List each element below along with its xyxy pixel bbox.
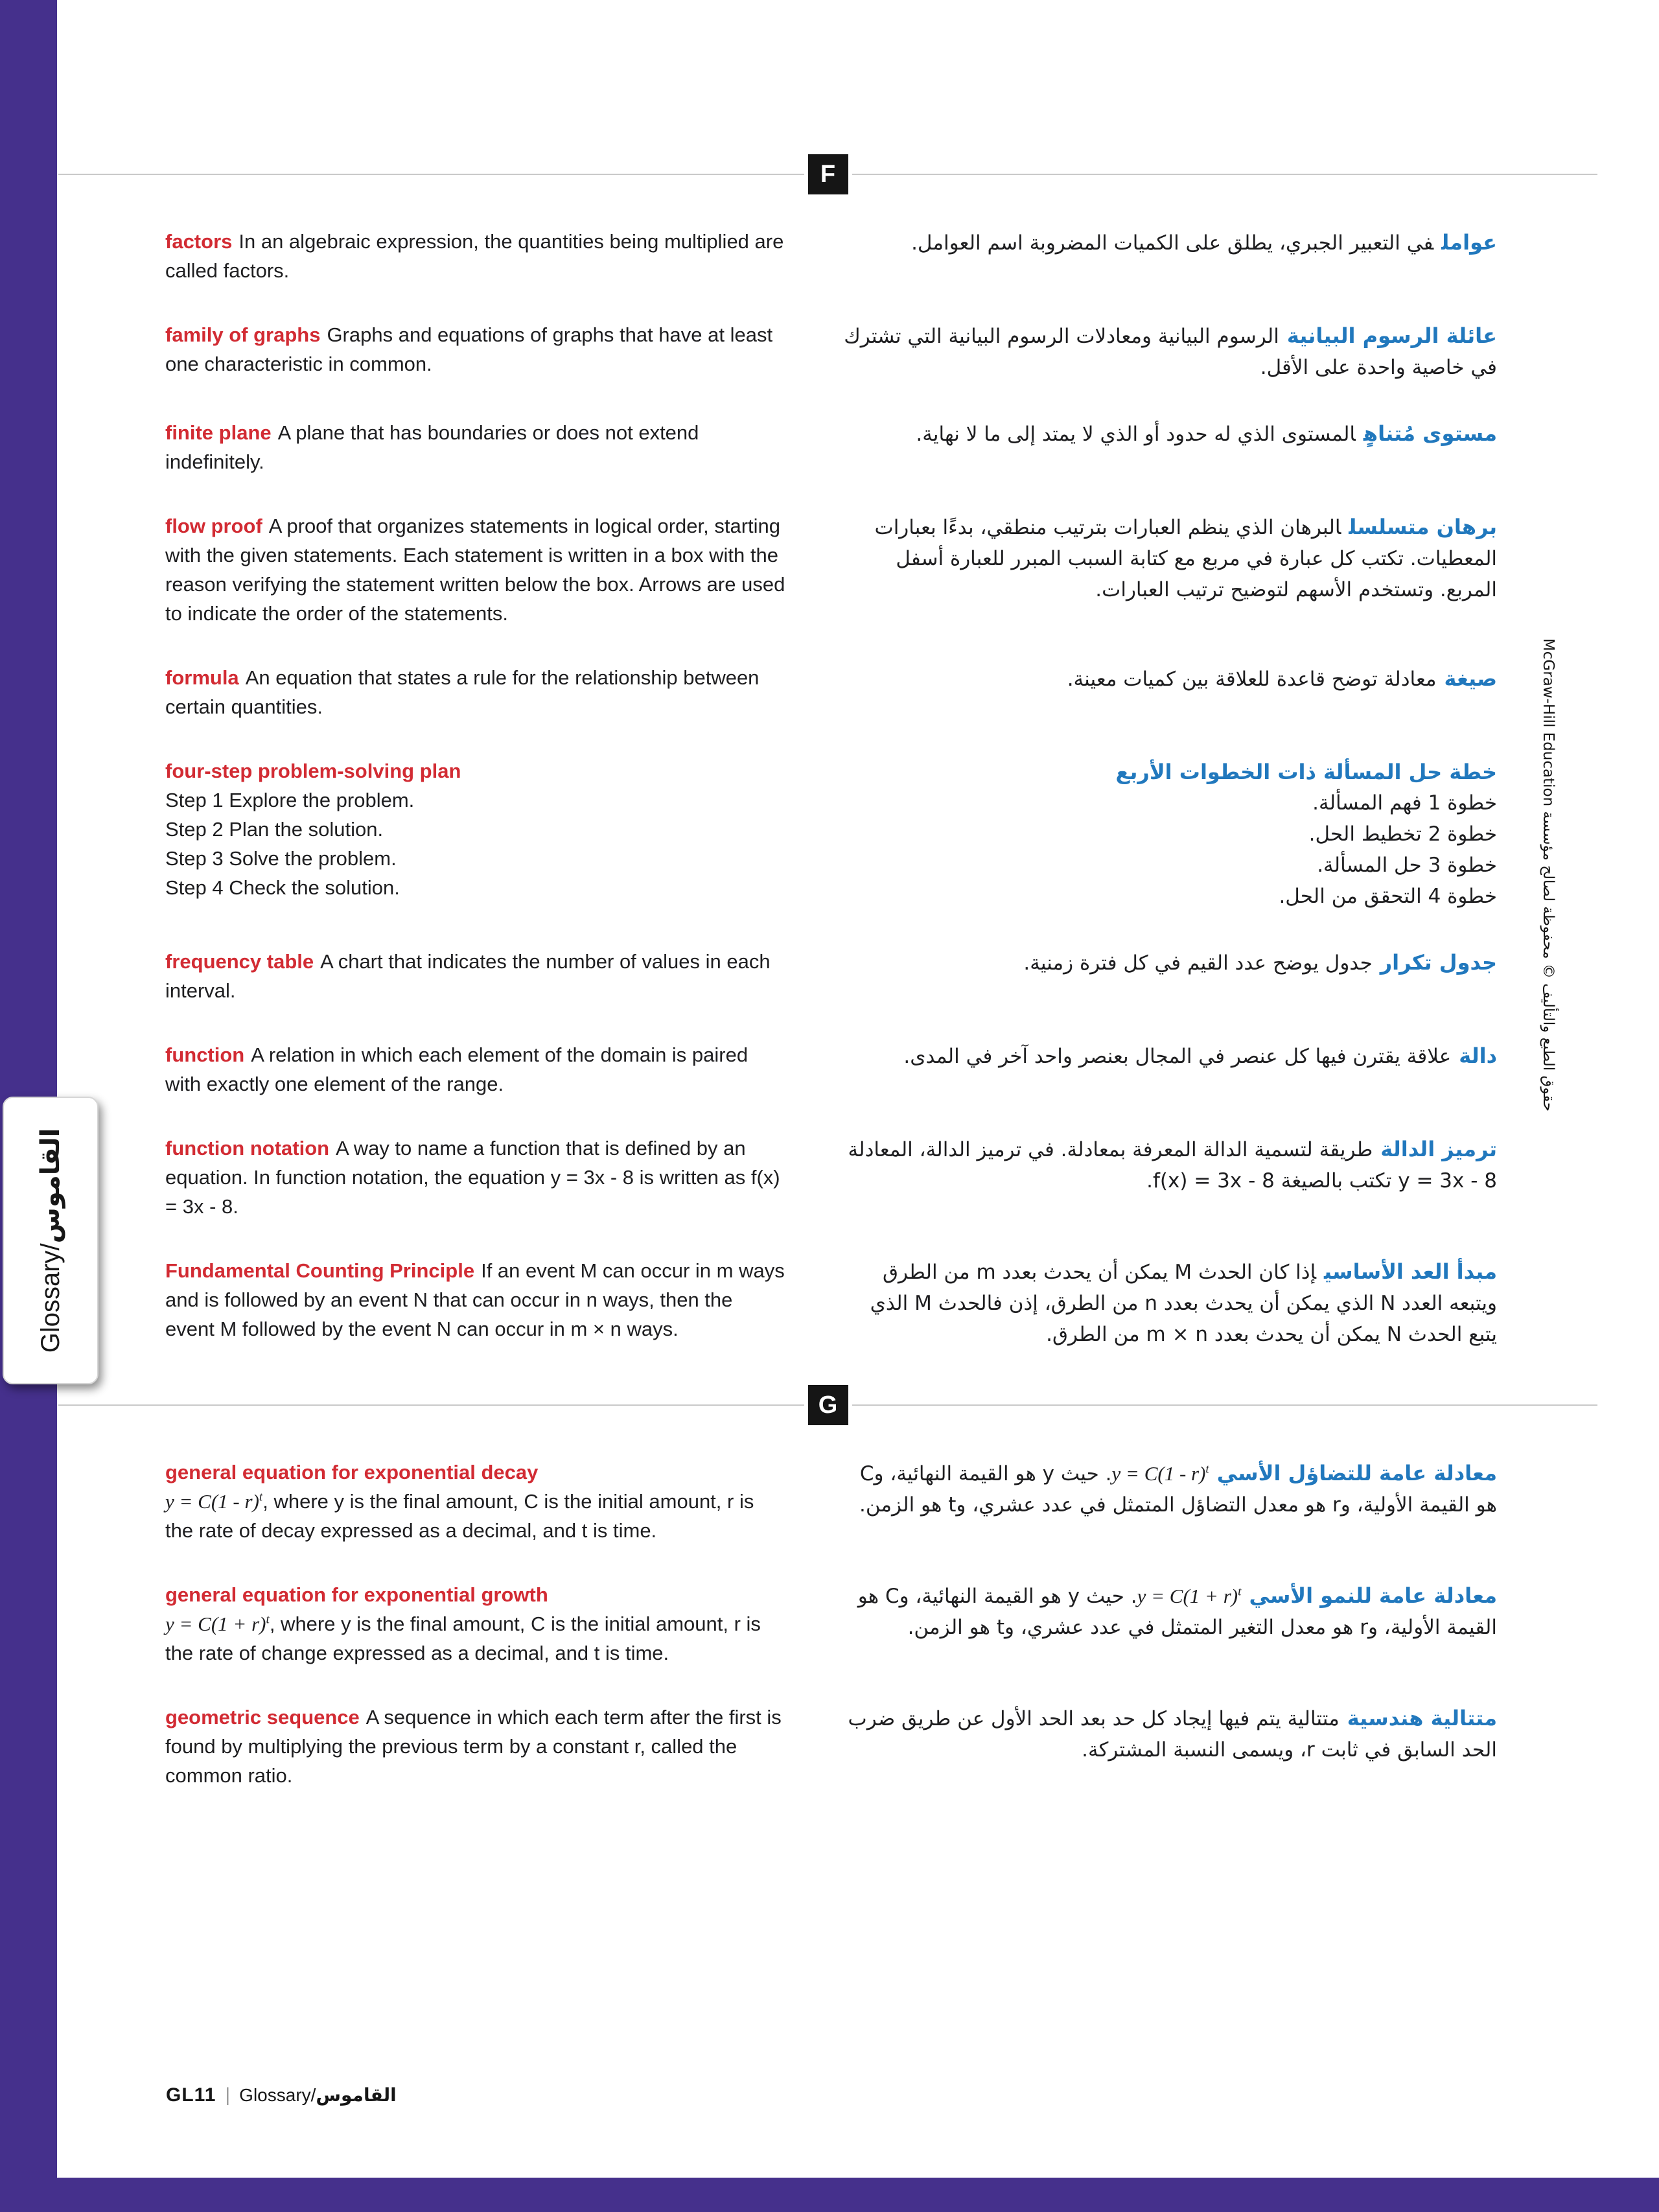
term-english: general equation for exponential growth xyxy=(165,1583,548,1606)
side-tab-label-arabic: القاموس xyxy=(36,1128,65,1244)
definition-arabic: . حيث y هو القيمة النهائية، وC هو القيمة الأولية، وr هو معدل التضاؤل المتمثل في عدد عشري، وt هو الزمن. xyxy=(859,1462,1497,1517)
equation-body: y = C(1 + r) xyxy=(1137,1585,1238,1607)
definition-arabic: في التعبير الجبري، يطلق على الكميات المضروبة اسم العوامل. xyxy=(911,231,1434,255)
term-arabic: خطة حل المسألة ذات الخطوات الأربع xyxy=(1115,760,1497,784)
entry-arabic xyxy=(842,227,1497,285)
definition-english: A sequence in which each term after the first is found by multiplying the previous term by a constant r, called the common ratio. xyxy=(165,1706,782,1787)
term-arabic: جدول تكرار xyxy=(1380,950,1497,975)
plan-step: Step 4 Check the solution. xyxy=(165,876,400,899)
term-english: family of graphs xyxy=(165,323,321,346)
definition-arabic: جدول يوضح عدد القيم في كل فترة زمنية. xyxy=(1023,951,1373,975)
plan-step-arabic: خطوة 3 حل المسألة. xyxy=(1317,854,1497,877)
side-tab-label-english: Glossary/ xyxy=(36,1243,65,1353)
term-arabic: مبدأ العد الأساسي xyxy=(1324,1259,1497,1284)
plan-step-arabic: خطوة 2 تخطيط الحل. xyxy=(1308,822,1497,846)
divider-line xyxy=(852,1404,1598,1406)
entry-english xyxy=(165,663,786,721)
entry-english xyxy=(165,511,786,628)
entry-arabic xyxy=(842,1703,1497,1790)
entry-arabic xyxy=(842,1256,1497,1350)
entry-arabic xyxy=(842,418,1497,476)
entry-english xyxy=(165,756,786,912)
section-header-f xyxy=(58,154,1597,194)
entry-english xyxy=(165,1458,786,1545)
entry-arabic xyxy=(842,1580,1497,1668)
term-arabic: عوامل xyxy=(1441,230,1497,255)
term-arabic: متتالية هندسية xyxy=(1347,1706,1497,1730)
copyright-text: حقوق الطبع والتأليف © محفوظة لصالح مؤسسة McGraw-Hill Education xyxy=(1540,638,1557,1112)
entry-general-equation-exponential-decay xyxy=(165,1458,1497,1545)
definition-english: , where y is the final amount, C is the initial amount, r is the rate of change expressed as a decimal, and t is time. xyxy=(165,1612,761,1664)
term-arabic: صيغة xyxy=(1444,666,1497,691)
definition-arabic: . حيث y هو القيمة النهائية، وC هو القيمة الأولية، وr هو معدل التغير المتمثل في عدد عشري، وt هو الزمن. xyxy=(857,1585,1497,1639)
plan-step-arabic: خطوة 1 فهم المسألة. xyxy=(1312,791,1497,815)
divider-line xyxy=(852,174,1598,175)
entry-frequency-table xyxy=(165,947,1497,1005)
definition-english: A way to name a function that is defined by an equation. In function notation, the equation y = 3x - 8 is written as f(x) = 3x - 8. xyxy=(165,1137,780,1218)
definition-arabic: الرسوم البيانية ومعادلات الرسوم البيانية التي تشترك في خاصية واحدة على الأقل. xyxy=(844,325,1497,379)
entry-fundamental-counting-principle xyxy=(165,1256,1497,1350)
section-header-g xyxy=(58,1385,1597,1425)
entry-english xyxy=(165,418,786,476)
entry-english xyxy=(165,320,786,383)
section-letter-f: F xyxy=(808,154,848,194)
divider-line xyxy=(58,1404,804,1406)
equation xyxy=(1112,1462,1209,1485)
entry-english xyxy=(165,1580,786,1668)
entry-function-notation xyxy=(165,1134,1497,1221)
term-english: four-step problem-solving plan xyxy=(165,760,461,782)
definition-english: , where y is the final amount, C is the initial amount, r is the rate of decay expressed as a decimal, and t is time. xyxy=(165,1490,754,1542)
definition-english: A chart that indicates the number of values in each interval. xyxy=(165,950,771,1002)
plan-step: Step 3 Solve the problem. xyxy=(165,847,397,870)
term-arabic: دالة xyxy=(1459,1043,1497,1068)
definition-english: An equation that states a rule for the relationship between certain quantities. xyxy=(165,666,760,718)
term-english: geometric sequence xyxy=(165,1706,360,1729)
term-english: Fundamental Counting Principle xyxy=(165,1259,475,1282)
equation: y = C(1 + r) xyxy=(165,1612,266,1635)
definition-english: Graphs and equations of graphs that have at least one characteristic in common. xyxy=(165,323,773,375)
entry-arabic xyxy=(842,511,1497,628)
term-english: flow proof xyxy=(165,515,262,537)
entry-flow-proof xyxy=(165,511,1497,628)
plan-step: Step 2 Plan the solution. xyxy=(165,818,384,841)
definition-english: A plane that has boundaries or does not extend indefinitely. xyxy=(165,421,699,473)
plan-step: Step 1 Explore the problem. xyxy=(165,789,415,811)
definition-arabic: إذا كان الحدث M يمكن أن يحدث بعدد m من الطرق ويتبعه العدد N الذي يمكن أن يحدث بعدد n من الطرق، إذن فالحدث M الذي يتبع الحدث N يمكن أن يحدث بعدد m × n من الطرق. xyxy=(870,1261,1497,1346)
footer-glossary-english: Glossary/ xyxy=(239,2085,316,2105)
term-english: general equation for exponential decay xyxy=(165,1461,539,1484)
entry-arabic xyxy=(842,1134,1497,1221)
page-number: GL11 xyxy=(166,2084,216,2106)
term-english: function xyxy=(165,1043,245,1066)
entry-formula xyxy=(165,663,1497,721)
entry-english xyxy=(165,1040,786,1099)
plan-step-arabic: خطوة 4 التحقق من الحل. xyxy=(1279,885,1497,908)
definition-arabic: البرهان الذي ينظم العبارات بترتيب منطقي، بدءًا بعبارات المعطيات. تكتب كل عبارة في مربع مع كتابة السبب المبرر للعبارة أسفل المربع. وتستخدم الأسهم لتوضيح ترتيب العبارات. xyxy=(874,516,1497,601)
equation xyxy=(1137,1585,1242,1607)
definition-english: A proof that organizes statements in logical order, starting with the given statements. Each statement is written in a box with the reason verifying the statement written below the box. Arrows are used to indicate the order of the statements. xyxy=(165,515,785,625)
entry-factors xyxy=(165,227,1497,285)
term-arabic: عائلة الرسوم البيانية xyxy=(1286,323,1497,348)
term-arabic: معادلة عامة للنمو الأسي xyxy=(1249,1583,1497,1608)
exponent: t xyxy=(266,1612,270,1627)
term-english: factors xyxy=(165,230,233,253)
term-english: function notation xyxy=(165,1137,330,1159)
definition-arabic: معادلة توضح قاعدة للعلاقة بين كميات معينة. xyxy=(1067,668,1437,691)
entry-finite-plane xyxy=(165,418,1497,476)
page-border-bottom xyxy=(0,2178,1659,2212)
entry-general-equation-exponential-growth xyxy=(165,1580,1497,1668)
entry-english xyxy=(165,227,786,285)
entry-four-step-plan xyxy=(165,756,1497,912)
entry-arabic xyxy=(842,756,1497,912)
glossary-side-tab xyxy=(3,1097,99,1384)
side-tab-label xyxy=(36,1128,65,1353)
footer-glossary-arabic: القاموس xyxy=(316,2084,397,2106)
definition-arabic: متتالية يتم فيها إيجاد كل حد بعد الحد الأول عن طريق ضرب الحد السابق في ثابت r، ويسمى النسبة المشتركة. xyxy=(848,1707,1497,1762)
footer-separator: | xyxy=(225,2084,231,2106)
equation: y = C(1 - r) xyxy=(165,1490,259,1513)
definition-arabic: طريقة لتسمية الدالة المعرفة بمعادلة. في ترميز الدالة، المعادلة y = 3x - 8 تكتب بالصيغة f(x) = 3x - 8. xyxy=(848,1138,1497,1193)
term-arabic: برهان متسلسل xyxy=(1349,515,1497,539)
term-english: formula xyxy=(165,666,239,689)
term-english: finite plane xyxy=(165,421,272,444)
entry-english xyxy=(165,947,786,1005)
term-arabic: مستوى مُتناهٍ xyxy=(1363,421,1497,446)
entry-arabic xyxy=(842,663,1497,721)
definition-english: In an algebraic expression, the quantities being multiplied are called factors. xyxy=(165,230,784,282)
entry-family-of-graphs xyxy=(165,320,1497,383)
term-arabic: ترميز الدالة xyxy=(1380,1137,1497,1161)
definition-arabic: علاقة يقترن فيها كل عنصر في المجال بعنصر واحد آخر في المدى. xyxy=(903,1045,1452,1068)
equation-body: y = C(1 - r) xyxy=(1111,1462,1206,1485)
entry-english xyxy=(165,1256,786,1350)
exponent: t xyxy=(259,1490,263,1504)
entry-arabic xyxy=(842,320,1497,383)
definition-english: A relation in which each element of the domain is paired with exactly one element of the range. xyxy=(165,1043,748,1095)
entry-arabic xyxy=(842,1458,1497,1545)
definition-arabic: المستوى الذي له حدود أو الذي لا يمتد إلى ما لا نهاية. xyxy=(916,423,1356,446)
entry-geometric-sequence xyxy=(165,1703,1497,1790)
definition-english: If an event M can occur in m ways and is followed by an event N that can occur in n ways, then the event M followed by the event N can occur in m × n ways. xyxy=(165,1259,785,1340)
entry-english xyxy=(165,1703,786,1790)
entry-function xyxy=(165,1040,1497,1099)
section-letter-g: G xyxy=(808,1385,848,1425)
entry-arabic xyxy=(842,1040,1497,1099)
entry-english xyxy=(165,1134,786,1221)
glossary-content xyxy=(58,154,1597,1825)
exponent: t xyxy=(1238,1585,1242,1599)
divider-line xyxy=(58,174,804,175)
exponent: t xyxy=(1205,1462,1209,1476)
page-footer xyxy=(166,2084,397,2106)
term-arabic: معادلة عامة للتضاؤل الأسي xyxy=(1216,1461,1497,1485)
entry-arabic xyxy=(842,947,1497,1005)
copyright-column xyxy=(1533,638,1563,1112)
term-english: frequency table xyxy=(165,950,314,973)
